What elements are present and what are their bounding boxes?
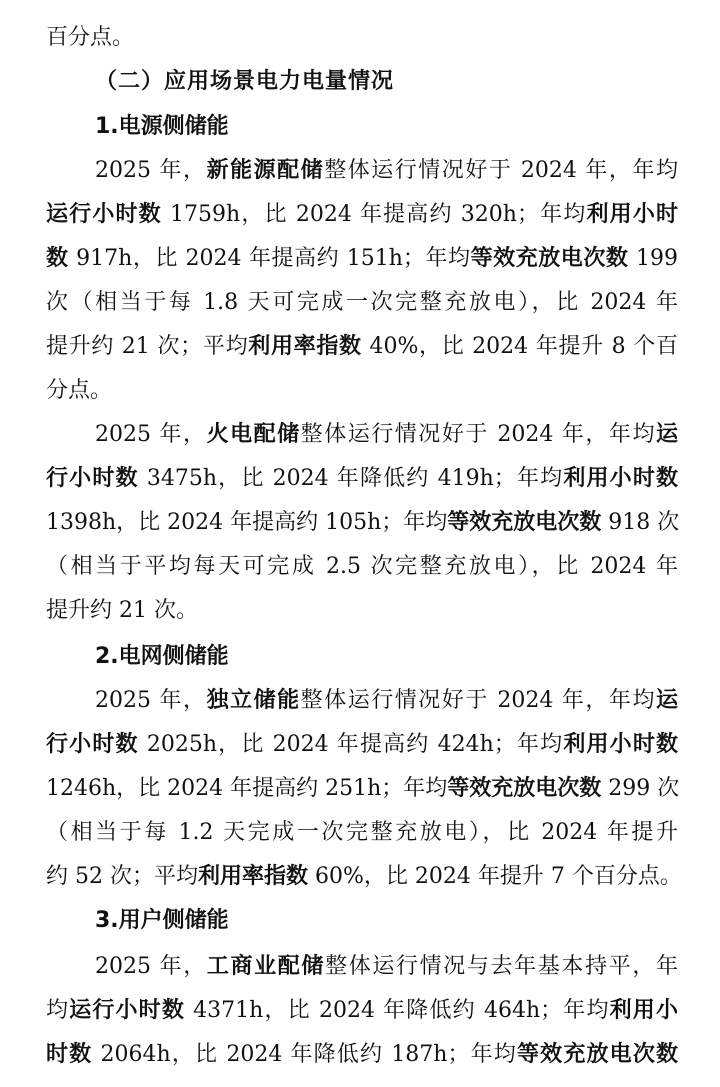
text-line: 次（相当于每 1.8 天可完成一次完整充放电），比 2024 年 (46, 290, 678, 315)
text-line: （相当于平均每天可完成 2.5 次完整充放电），比 2024 年 (46, 554, 678, 579)
subsection-heading: 1.电源侧储能 (95, 114, 229, 139)
text-line: 百分点。 (46, 25, 135, 50)
text-line: 2025 年，新能源配储整体运行情况好于 2024 年，年均 (95, 158, 678, 183)
text-line: 数 917h，比 2024 年提高约 151h；年均等效充放电次数 199 (46, 246, 678, 271)
text-line: 提升约 21 次；平均利用率指数 40%，比 2024 年提升 8 个百 (46, 334, 678, 359)
text-line: 1398h，比 2024 年提高约 105h；年均等效充放电次数 918 次 (46, 510, 680, 535)
text-line: 提升约 21 次。 (46, 598, 198, 623)
text-line: 分点。 (46, 378, 113, 403)
section-heading: （二）应用场景电力电量情况 (95, 69, 395, 94)
text-line: 2025 年，独立储能整体运行情况好于 2024 年，年均运 (95, 688, 678, 713)
text-line: 约 52 次；平均利用率指数 60%，比 2024 年提升 7 个百分点。 (46, 864, 682, 889)
text-line: 行小时数 2025h，比 2024 年提高约 424h；年均利用小时数 (46, 732, 678, 757)
text-line: 运行小时数 1759h，比 2024 年提高约 320h；年均利用小时 (46, 202, 678, 227)
text-line: 2025 年，火电配储整体运行情况好于 2024 年，年均运 (95, 422, 678, 447)
subsection-heading: 3.用户侧储能 (95, 908, 229, 933)
text-line: 时数 2064h，比 2024 年降低约 187h；年均等效充放电次数 (46, 1042, 678, 1067)
text-line: 均运行小时数 4371h，比 2024 年降低约 464h；年均利用小 (46, 998, 678, 1023)
text-line: （相当于每 1.2 天完成一次完整充放电），比 2024 年提升 (46, 820, 678, 845)
subsection-heading: 2.电网侧储能 (95, 644, 229, 669)
text-line: 行小时数 3475h，比 2024 年降低约 419h；年均利用小时数 (46, 466, 678, 491)
text-line: 2025 年，工商业配储整体运行情况与去年基本持平，年 (95, 954, 678, 979)
text-line: 1246h，比 2024 年提高约 251h；年均等效充放电次数 299 次 (46, 776, 680, 801)
